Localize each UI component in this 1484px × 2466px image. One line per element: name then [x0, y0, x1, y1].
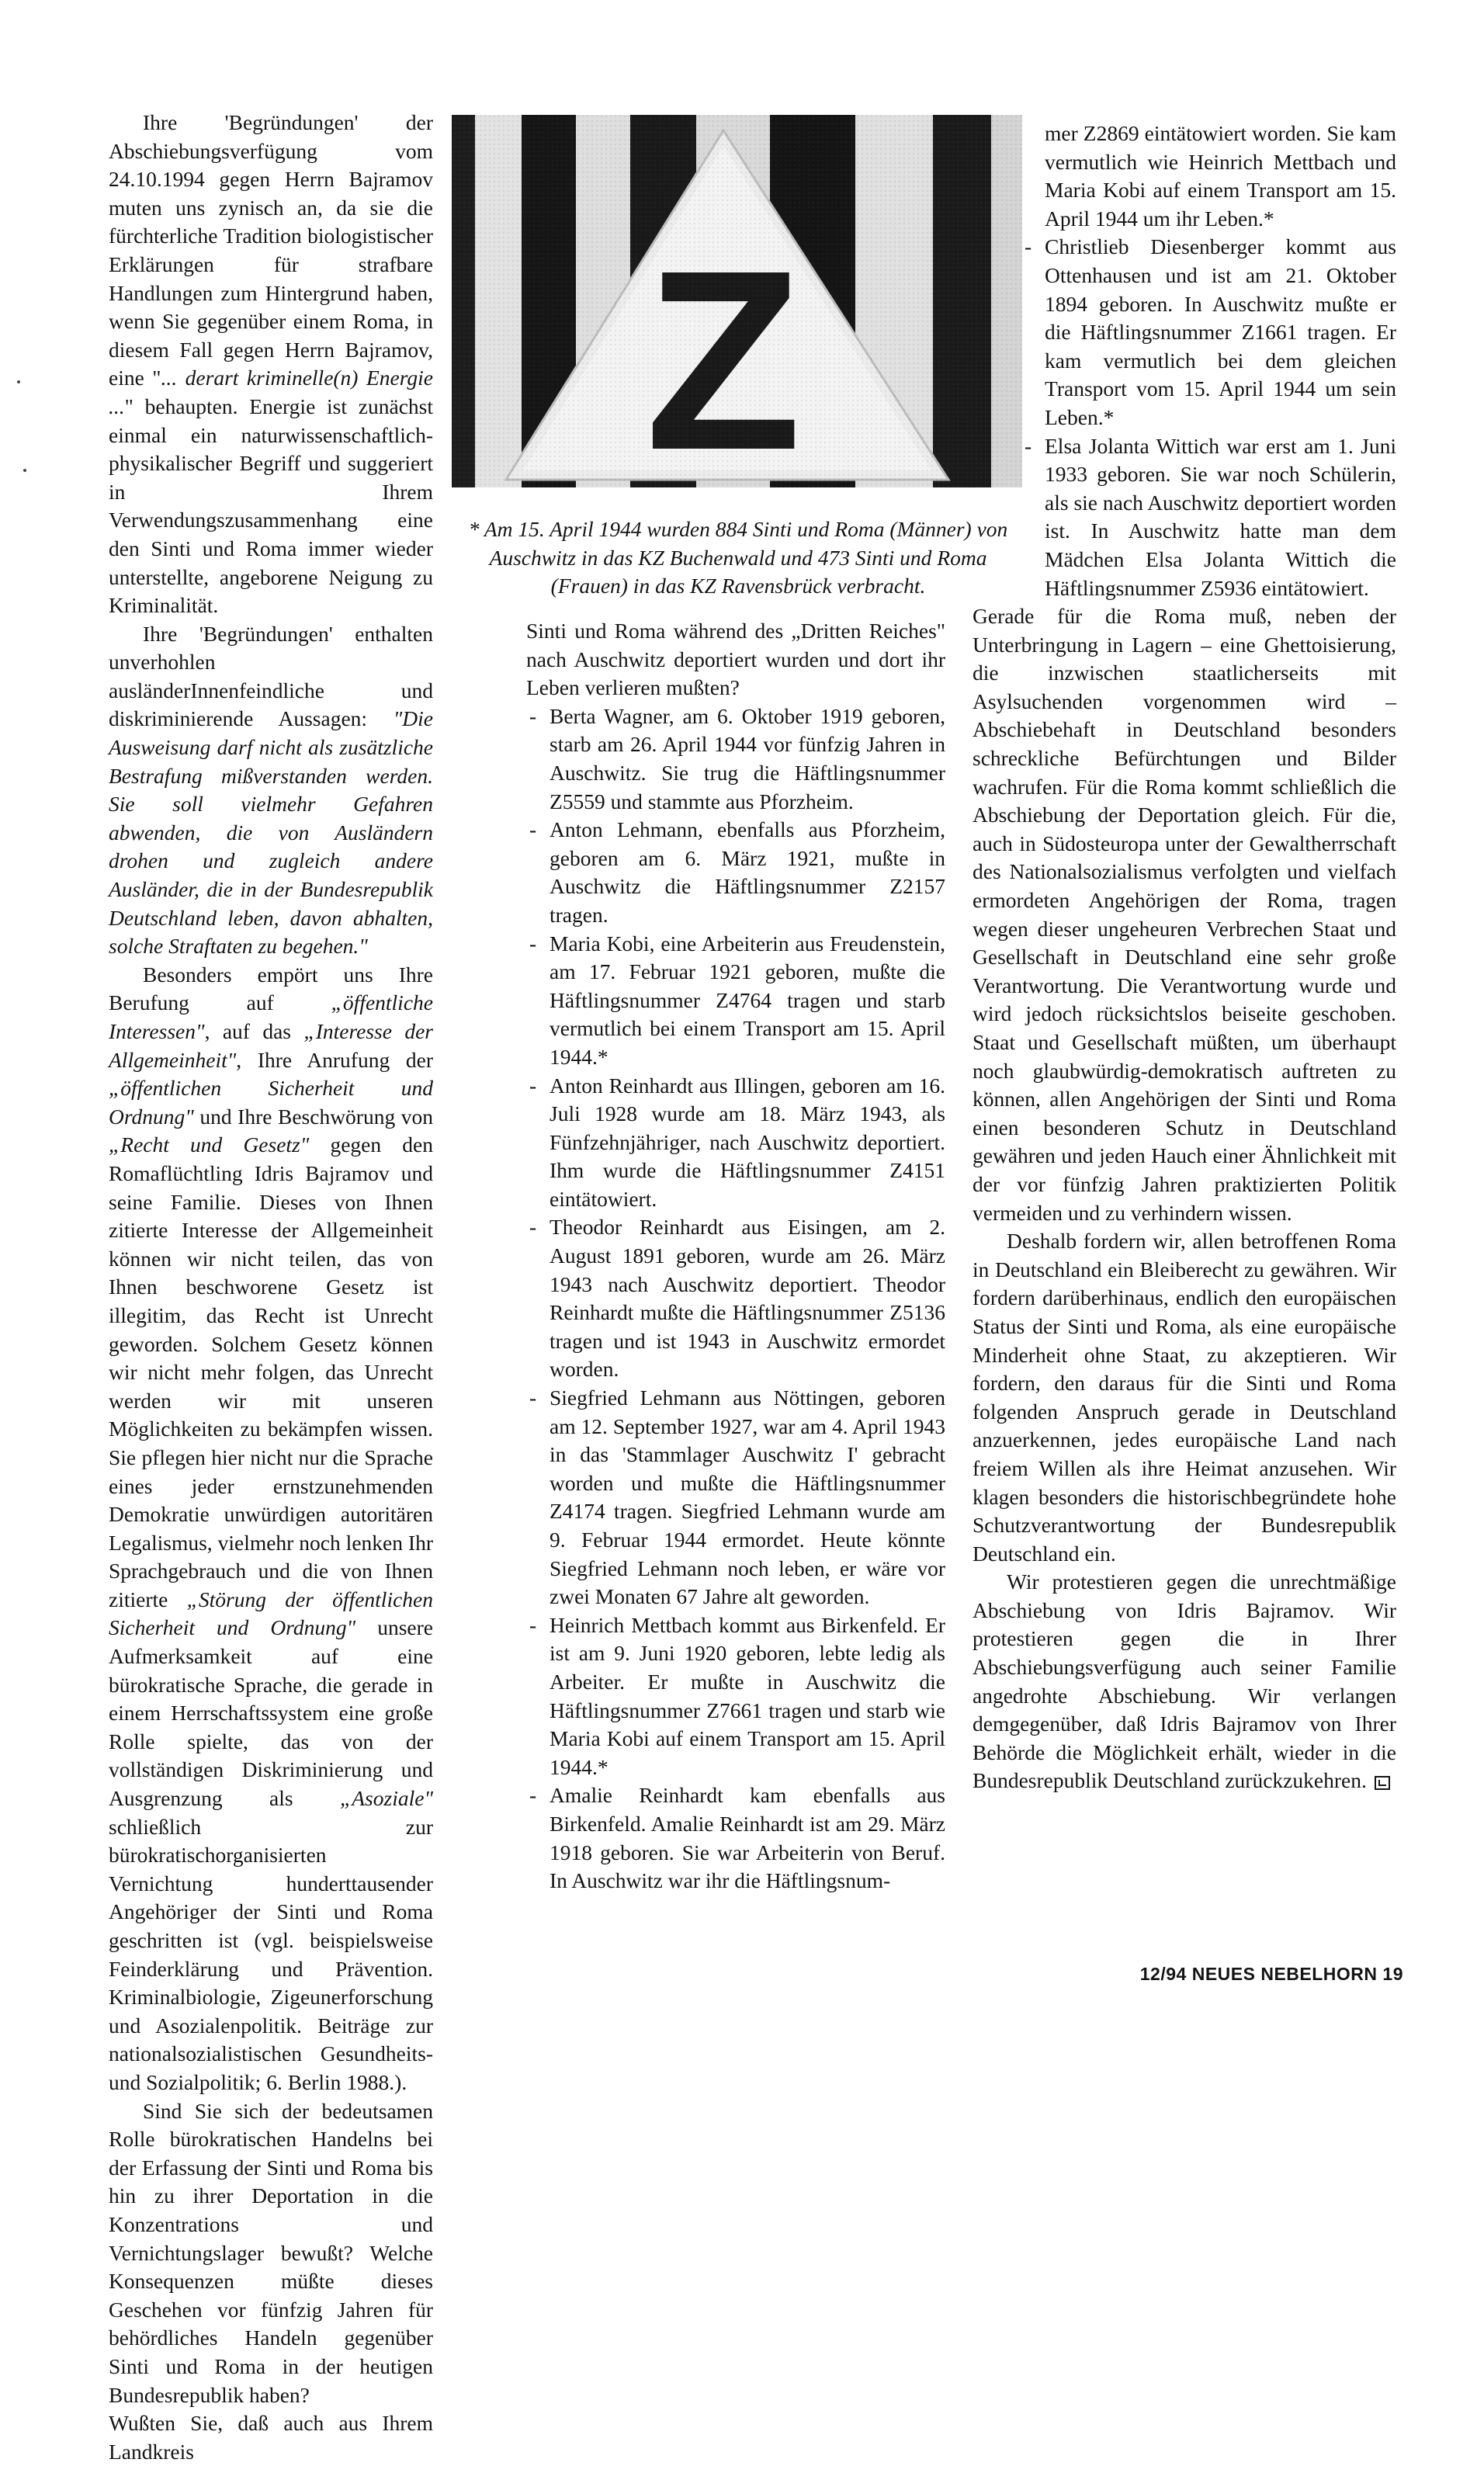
article-column-middle: [526, 617, 945, 1895]
paragraph: Ihre 'Begründungen' enthalten unverhohlen ausländerInnenfeindliche und diskriminierende Aussagen: "Die Ausweisung darf nicht als zusätzliche Bestrafung mißverstanden werden. Sie soll vielmehr Gefahren abwenden, die von Ausländern drohen und zugleich andere Ausländer, die in der Bundesrepublik Deutschland leben, davon abhalten, solche Straftaten zu begehen.": [109, 621, 433, 959]
paragraph: Gerade für die Roma muß, neben der Unterbringung in Lagern – eine Ghettoisierung, die inzwischen staatlicherseits mit Asylsuchenden vorgenommen wird – Abschiebehaft in Deutschland besonders schreckliche Befürchtungen und Bilder wachrufen. Für die Roma kommt schließlich die Abschiebung der Deportation gleich. Für die, auch in Südosteuropa unter der Gewaltherrschaft des Nationalsozialismus verfolgten und vielfach ermordeten Angehörigen der Roma, tragen wegen dieser ungeheuren Verbrechen Staat und Gesellschaft in Deutschland eine sehr große Verantwortung. Die Verantwortung wurde und wird jedoch rücksichtslos beiseite geschoben. Staat und Gesellschaft müßten, um überhaupt noch glaubwürdig-demokratisch auftreten zu können, allen Angehörigen der Sinti und Roma einen besonderen Schutz in Deutschland gewähren und jeden Hauch einer Ähnlichkeit mit der vor fünfzig Jahren praktizierten Politik vermeiden und zu verhindern wissen.: [973, 604, 1396, 1225]
list-item: - Heinrich Mettbach kommt aus Birkenfeld. Er ist am 9. Juni 1920 geboren, lebte ledig als Arbeiter. Er mußte in Auschwitz die Häftlingsnummer Z7661 tragen und starb wie Maria Kobi auf einem Transport am 15. April 1944.*: [526, 1611, 945, 1782]
article-column-left: [109, 109, 433, 2466]
paragraph: Sinti und Roma während des „Dritten Reiches" nach Auschwitz deportiert wurden und dort ihr Leben verlieren mußten?: [526, 619, 945, 700]
photo-caption: * Am 15. April 1944 wurden 884 Sinti und Roma (Männer) von Auschwitz in das KZ Buchenwald und 473 Sinti und Roma (Frauen) in das KZ Ravensbrück verbracht.: [468, 517, 1008, 598]
scan-speck: [17, 380, 20, 383]
scan-speck: [23, 469, 26, 472]
paragraph: Besonders empört uns Ihre Berufung auf „öffentliche Interessen", auf das „Interesse der Allgemeinheit", Ihre Anrufung der „öffentlichen Sicherheit und Ordnung" und Ihre Beschwörung von „Recht und Gesetz" gegen den Romaflüchtling Idris Bajramov und seine Familie. Dieses von Ihnen zitierte Interesse der Allgemeinheit können wir nicht teilen, das von Ihnen beschworene Gesetz ist illegitim, das Recht ist Unrecht geworden. Solchem Gesetz können wir nicht mehr folgen, das Unrecht werden wir mit unseren Möglichkeiten zu bekämpfen wissen. Sie pflegen hier nicht nur die Sprache eines jeder ernstzunehmenden Demokratie unwürdigen autoritären Legalismus, vielmehr noch lenken Ihr Sprachgebrauch und die von Ihnen zitierte „Störung der öffentlichen Sicherheit und Ordnung" unsere Aufmerksamkeit auf eine bürokratische Sprache, die gerade in einem Herrschaftssystem eine große Rolle spielte, das von der vollständigen Diskriminierung und Ausgrenzung als „Asoziale" schließlich zur bürokratischorganisierten Vernichtung hunderttausender Angehöriger der Sinti und Roma geschritten ist (vgl. beispielsweise Feinderklärung und Prävention. Kriminalbiologie, Zigeunerforschung und Asozialenpolitik. Beiträge zur nationalsozialistischen Gesundheits- und Sozialpolitik; 6. Berlin 1988.).: [109, 962, 434, 2094]
paragraph: Deshalb fordern wir, allen betroffenen Roma in Deutschland ein Bleiberecht zu gewähren. Wir fordern darüberhinaus, endlich den europäischen Status der Sinti und Roma, als eine europäische Minderheit ohne Staat, zu akzeptieren. Wir fordern, den daraus für die Sinti und Roma folgenden Anspruch gerade in Deutschland anzuerkennen, jedes europäische Land nach freiem Willen als ihre Heimat anzusehen. Wir klagen besonders die historischbegründete hohe Schutzverantwortung der Bundesrepublik Deutschland ein.: [973, 1229, 1396, 1566]
list-item: - Maria Kobi, eine Arbeiterin aus Freudenstein, am 17. Februar 1921 geboren, mußte die Häftlingsnummer Z4764 tragen und starb vermutlich bei einem Transport am 15. April 1944.*: [526, 930, 945, 1072]
z-badge-image: [452, 115, 1022, 487]
list-item: - Theodor Reinhardt aus Eisingen, am 2. August 1891 geboren, wurde am 26. März 1943 nach Auschwitz deportiert. Theodor Reinhardt mußte die Häftlingsnummer Z5136 tragen und ist 1943 in Auschwitz ermordet worden.: [526, 1213, 945, 1384]
victim-list: [526, 702, 945, 1895]
article-column-right: [973, 120, 1396, 1795]
list-item: - Berta Wagner, am 6. Oktober 1919 geboren, starb am 26. April 1944 vor fünfzig Jahren in Auschwitz. Sie trug die Häftlingsnummer Z5559 und stammte aus Pforzheim.: [526, 702, 945, 816]
victim-list-continued: [1045, 120, 1396, 602]
list-item: - Amalie Reinhardt kam ebenfalls aus Birkenfeld. Amalie Reinhardt ist am 29. März 1918 geboren. Sie war Arbeiterin von Beruf. In Auschwitz war ihr die Häftlingsnum-: [526, 1781, 945, 1895]
victim-list: [1045, 233, 1396, 602]
list-item: - Christlieb Diesenberger kommt aus Ottenhausen und ist am 21. Oktober 1894 geboren. In Auschwitz mußte er die Häftlingsnummer Z1661 tragen. Er kam vermutlich bei dem gleichen Transport vom 15. April 1944 um sein Leben.*: [1021, 233, 1396, 432]
paragraph: Ihre 'Begründungen' der Abschiebungsverfügung vom 24.10.1994 gegen Herrn Bajramov muten uns zynisch an, da sie die fürchterliche Tradition biologistischer Erklärungen für strafbare Handlungen zum Hintergrund haben, wenn Sie gegenüber einem Roma, in diesem Fall gegen Herrn Bajramov, eine "... derart kriminelle(n) Energie ..." behaupten. Energie ist zunächst einmal ein naturwissenschaftlich-physikalischer Begriff und suggeriert in Ihrem Verwendungszusammenhang eine den Sinti und Roma immer wieder unterstellte, angeborene Neigung zu Kriminalität.: [109, 110, 433, 618]
paragraph: Wußten Sie, daß auch aus Ihrem Landkreis: [109, 2411, 433, 2464]
photo-z-triangle-badge: [452, 115, 1022, 487]
list-item: - Anton Lehmann, ebenfalls aus Pforzheim, geboren am 6. März 1921, mußte in Auschwitz die Häftlingsnummer Z2157 tragen.: [526, 816, 945, 929]
page-footer: 12/94 NEUES NEBELHORN 19: [1139, 1964, 1403, 1984]
list-item: - Anton Reinhardt aus Illingen, geboren am 16. Juli 1928 wurde am 18. März 1943, als Fünfzehnjähriger, nach Auschwitz deportiert. Ihm wurde die Häftlingsnummer Z4151 eintätowiert.: [526, 1072, 945, 1214]
end-of-article-icon: [1375, 1776, 1390, 1790]
paragraph: Wir protestieren gegen die unrechtmäßige Abschiebung von Idris Bajramov. Wir protestieren gegen die in Ihrer Abschiebungsverfügung auch seiner Familie angedrohte Abschiebung. Wir verlangen demgegenüber, daß Idris Bajramov von Ihrer Behörde die Möglichkeit erhält, wieder in die Bundesrepublik Deutschland zurückzukehren.: [973, 1569, 1396, 1793]
paragraph: Sind Sie sich der bedeutsamen Rolle bürokratischen Handelns bei der Erfassung der Sinti und Roma bis hin zu ihrer Deportation in die Konzentrations und Vernichtungslager bewußt? Welche Konsequenzen müßte dieses Geschehen vor fünfzig Jahren für behördliches Handeln gegenüber Sinti und Roma in der heutigen Bundesrepublik haben?: [109, 2098, 433, 2407]
list-item: - Siegfried Lehmann aus Nöttingen, geboren am 12. September 1927, war am 4. April 1943 in das 'Stammlager Auschwitz I' gebracht worden und mußte die Häftlingsnummer Z4174 tragen. Siegfried Lehmann wurde am 9. Februar 1944 ermordet. Heute könnte Siegfried Lehmann noch leben, er wäre vor zwei Monaten 67 Jahre alt geworden.: [526, 1384, 945, 1611]
list-item-continuation: mer Z2869 eintätowiert worden. Sie kam vermutlich wie Heinrich Mettbach und Maria Kobi auf einem Transport am 15. April 1944 um ihr Leben.*: [1045, 121, 1396, 231]
list-item: - Elsa Jolanta Wittich war erst am 1. Juni 1933 geboren. Sie war noch Schülerin, als sie nach Auschwitz deportiert worden ist. In Auschwitz hatte man dem Mädchen Elsa Jolanta Wittich die Häftlingsnummer Z5936 eintätowiert.: [1021, 432, 1396, 603]
